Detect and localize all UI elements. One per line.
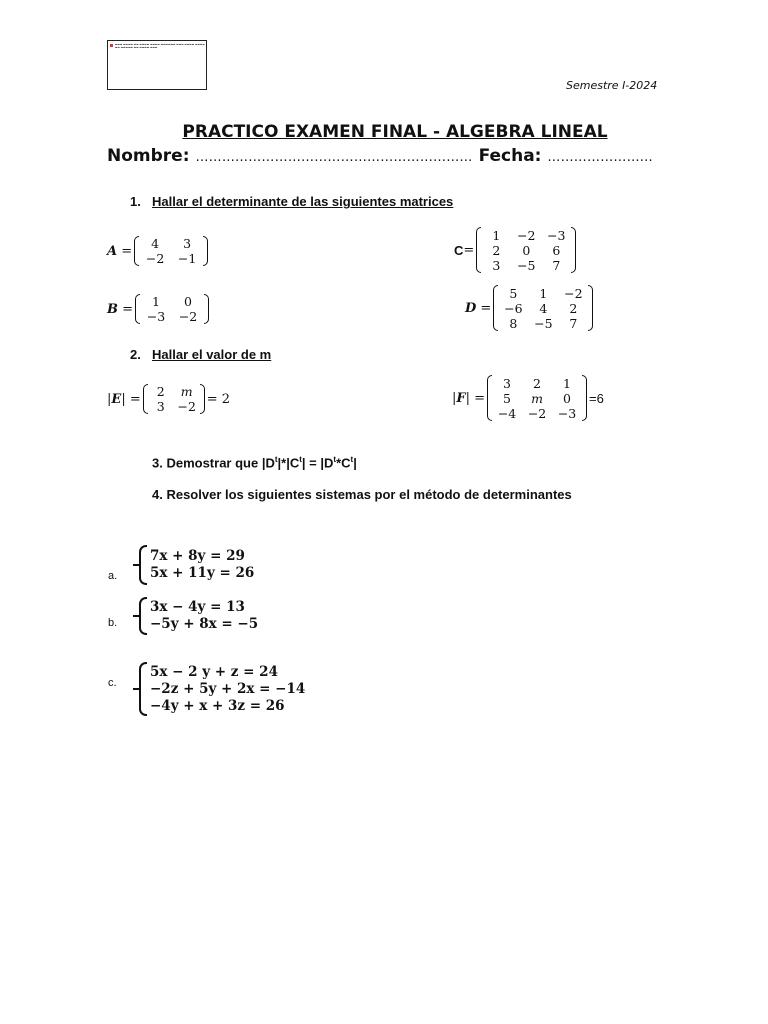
matrix-cell: 4 xyxy=(151,236,160,251)
matrix-cell: 2 xyxy=(533,375,541,391)
matrix-cell: m xyxy=(180,384,193,399)
name-label: Nombre: xyxy=(107,146,190,166)
determinant-f-result: =6 xyxy=(589,390,604,406)
determinant-e: | E | = 2 m 3 −2 = 2 xyxy=(107,384,231,414)
matrix-cell: 2 xyxy=(569,300,578,316)
matrix-cell: −4 xyxy=(497,405,517,421)
matrix-d: D = 5 1 −2 −6 4 2 8 −5 7 xyxy=(465,285,595,331)
date-blank: …………………... xyxy=(547,150,653,165)
system-c-label: c. xyxy=(108,677,117,689)
matrix-cell: 7 xyxy=(552,257,561,273)
matrix-cell: −1 xyxy=(177,251,197,266)
matrix-cell: 3 xyxy=(503,375,511,391)
determinant-f: | F | = 3 2 1 5 m 0 −4 −2 −3 =6 xyxy=(452,375,604,421)
matrix-cell: 0 xyxy=(522,242,531,258)
matrix-cell: 4 xyxy=(539,300,548,316)
matrix-cell: −5 xyxy=(534,315,553,331)
section-4-heading: 4. Resolver los siguientes sistemas por el método de determinantes xyxy=(152,487,572,502)
matrix-cell: −3 xyxy=(146,309,166,324)
brace-icon xyxy=(139,545,147,585)
matrix-cell: −2 xyxy=(178,309,198,324)
logo-fine-print: ▬▬▬ ▬▬▬▬ ▬▬ ▬▬▬▬ ▬▬▬▬ ▬▬▬▬▬▬ ▬▬▬ ▬▬▬▬ ▬▬▬▬ ▬▬ ▬▬▬▬▬ ▬▬ ▬▬▬▬ ▬▬▬ xyxy=(115,43,205,50)
equation: 5x + 11y = 26 xyxy=(150,565,255,581)
matrix-cell: 3 xyxy=(183,236,192,251)
system-c xyxy=(133,662,305,716)
section-2-heading: 2. Hallar el valor de m xyxy=(130,347,272,362)
matrix-cell: 8 xyxy=(509,315,518,331)
brace-icon xyxy=(139,662,147,716)
matrix-cell: 5 xyxy=(509,285,518,301)
logo-mark-icon xyxy=(110,44,113,47)
matrix-cell: 0 xyxy=(184,294,192,309)
matrix-cell: −2 xyxy=(177,399,196,414)
matrix-c: C = 1 −2 −3 2 0 6 3 −5 7 xyxy=(454,227,578,273)
matrix-cell: m xyxy=(531,390,543,406)
equation: 7x + 8y = 29 xyxy=(150,548,245,564)
matrix-a: A = 4 3 −2 −1 xyxy=(107,236,210,266)
matrix-cell: −2 xyxy=(527,405,547,421)
equation: −4y + x + 3z = 26 xyxy=(150,697,285,714)
system-b-label: b. xyxy=(108,617,118,629)
matrix-b: B = 1 0 −3 −2 xyxy=(107,294,211,324)
system-b xyxy=(133,597,258,635)
brace-icon xyxy=(139,597,147,635)
system-a xyxy=(133,545,254,585)
matrix-cell: −5 xyxy=(517,257,536,273)
matrix-cell: −6 xyxy=(504,300,523,316)
matrix-cell: 0 xyxy=(563,390,571,406)
matrix-cell: 2 xyxy=(156,384,165,399)
matrix-cell: 1 xyxy=(152,294,160,309)
system-a-label: a. xyxy=(108,570,118,582)
equation: 3x − 4y = 13 xyxy=(150,599,245,615)
matrix-cell: 2 xyxy=(492,242,501,258)
matrix-cell: −2 xyxy=(517,227,536,243)
page-title: PRACTICO EXAMEN FINAL - ALGEBRA LINEAL xyxy=(182,122,608,142)
matrix-cell: −3 xyxy=(557,405,577,421)
matrix-cell: 7 xyxy=(569,315,578,331)
equation: −5y + 8x = −5 xyxy=(150,616,259,632)
name-blank: ……………………………………………………… xyxy=(195,150,473,165)
equation: 5x − 2 y + z = 24 xyxy=(150,663,278,680)
matrix-cell: −2 xyxy=(564,285,583,301)
matrix-cell: 3 xyxy=(492,257,501,273)
section-3-statement: 3. Demostrar que $|D^t|*|C^t| = |D^t*C^t|$ xyxy=(152,455,357,471)
matrix-cell: 5 xyxy=(503,390,511,406)
matrix-cell: 1 xyxy=(563,375,571,391)
matrix-cell: −3 xyxy=(547,227,566,243)
matrix-cell: 1 xyxy=(492,227,501,243)
institution-logo-box xyxy=(107,40,207,90)
name-date-line xyxy=(107,146,653,166)
matrix-cell: 3 xyxy=(156,399,165,414)
equation: −2z + 5y + 2x = −14 xyxy=(150,680,306,697)
matrix-cell: 1 xyxy=(539,285,548,301)
section-1-heading: 1. Hallar el determinante de las siguientes matrices xyxy=(130,194,454,209)
determinant-e-result: = 2 xyxy=(206,391,231,407)
semester-label: Semestre I-2024 xyxy=(566,79,658,92)
matrix-cell: −2 xyxy=(145,251,165,266)
date-label: Fecha: xyxy=(478,146,542,166)
matrix-cell: 6 xyxy=(552,242,561,258)
